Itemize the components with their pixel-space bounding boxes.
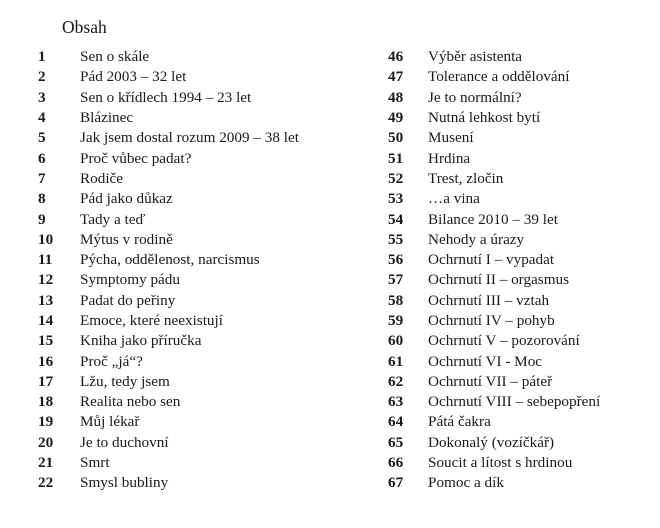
toc-entry <box>388 331 600 351</box>
chapter-number: 4 <box>38 109 46 127</box>
chapter-number: 48 <box>388 88 404 106</box>
chapter-number: 7 <box>38 169 46 187</box>
chapter-title: Kniha jako příručka <box>80 332 202 350</box>
chapter-title: Je to duchovní <box>80 433 169 451</box>
chapter-title: Proč „já“? <box>80 352 143 370</box>
chapter-title: Můj lékař <box>80 413 140 431</box>
chapter-title: Ochrnutí III – vztah <box>428 291 550 309</box>
chapter-title: Pátá čakra <box>428 413 491 431</box>
chapter-number: 2 <box>38 68 46 86</box>
toc-entry <box>38 169 299 189</box>
chapter-title: Realita nebo sen <box>80 393 181 411</box>
chapter-number: 11 <box>38 251 53 269</box>
chapter-title: Musení <box>428 129 474 147</box>
toc-entry <box>38 372 299 392</box>
toc-entry <box>388 209 600 229</box>
toc-entry <box>38 331 299 351</box>
chapter-number: 59 <box>388 312 404 329</box>
chapter-title: Symptomy pádu <box>80 271 180 289</box>
toc-entry <box>388 453 600 473</box>
chapter-number: 20 <box>38 433 54 451</box>
toc-entry <box>388 169 600 189</box>
toc-entry <box>388 412 600 432</box>
chapter-number: 3 <box>38 88 46 106</box>
chapter-number: 14 <box>38 312 54 329</box>
chapter-title: …a vina <box>428 190 480 208</box>
chapter-number: 58 <box>388 291 404 309</box>
chapter-title: Pýcha, oddělenost, narcismus <box>80 251 260 269</box>
toc-entry <box>388 433 600 453</box>
toc-entry <box>388 351 600 371</box>
chapter-title: Je to normální? <box>428 88 522 106</box>
chapter-title: Trest, zločin <box>428 169 504 187</box>
toc-entry <box>38 311 299 331</box>
chapter-number: 46 <box>388 48 404 66</box>
chapter-number: 12 <box>38 271 54 289</box>
toc-entry <box>388 47 600 67</box>
chapter-title: Pád jako důkaz <box>80 190 173 208</box>
toc-entry <box>388 148 600 168</box>
chapter-title: Proč vůbec padat? <box>80 149 192 167</box>
chapter-title: Sen o křídlech 1994 – 23 let <box>80 88 252 106</box>
toc-entry <box>38 230 299 250</box>
chapter-number: 9 <box>38 210 46 228</box>
toc-entry <box>38 392 299 412</box>
toc-entry <box>38 433 299 453</box>
toc-entry <box>38 189 299 209</box>
chapter-title: Dokonalý (vozíčkář) <box>428 433 555 451</box>
chapter-title: Tady a teď <box>80 210 146 228</box>
chapter-title: Ochrnutí II – orgasmus <box>428 271 570 289</box>
chapter-number: 10 <box>38 230 54 248</box>
chapter-number: 22 <box>38 474 54 492</box>
toc-entry <box>388 291 600 311</box>
toc-entry <box>388 230 600 250</box>
toc-entry <box>388 88 600 108</box>
chapter-number: 21 <box>38 454 54 472</box>
chapter-number: 49 <box>388 109 404 127</box>
toc-entry <box>388 270 600 290</box>
chapter-number: 1 <box>38 48 46 66</box>
chapter-title: Ochrnutí VI - Moc <box>428 352 543 370</box>
toc-entry <box>38 412 299 432</box>
chapter-title: Lžu, tedy jsem <box>80 372 170 390</box>
chapter-number: 15 <box>38 332 54 350</box>
toc-entry <box>38 67 299 87</box>
chapter-title: Emoce, které neexistují <box>80 312 223 329</box>
chapter-title: Blázinec <box>80 109 134 127</box>
chapter-number: 66 <box>388 454 404 472</box>
chapter-title: Smrt <box>80 454 110 472</box>
chapter-number: 6 <box>38 149 46 167</box>
chapter-number: 56 <box>388 251 404 269</box>
toc-entry <box>38 473 299 493</box>
chapter-title: Ochrnutí VIII – sebepopření <box>428 393 601 411</box>
chapter-title: Soucit a lítost s hrdinou <box>428 454 573 472</box>
chapter-number: 19 <box>38 413 54 431</box>
toc-entry <box>388 372 600 392</box>
toc-entry <box>388 250 600 270</box>
toc-entry <box>388 473 600 493</box>
toc-column-left <box>38 47 299 494</box>
chapter-title: Tolerance a oddělování <box>428 68 570 86</box>
chapter-title: Bilance 2010 – 39 let <box>428 210 558 228</box>
chapter-title: Pomoc a dík <box>428 474 504 492</box>
toc-entry <box>388 128 600 148</box>
toc-entry <box>38 128 299 148</box>
toc-column-right <box>388 47 600 494</box>
chapter-number: 57 <box>388 271 404 289</box>
toc-entry <box>38 351 299 371</box>
chapter-number: 5 <box>38 129 46 147</box>
toc-entry <box>38 148 299 168</box>
toc-entry <box>38 88 299 108</box>
chapter-number: 18 <box>38 393 54 411</box>
chapter-title: Jak jsem dostal rozum 2009 – 38 let <box>80 129 299 147</box>
toc-entry <box>388 311 600 331</box>
toc-entry <box>388 67 600 87</box>
chapter-number: 64 <box>388 413 404 431</box>
chapter-number: 61 <box>388 352 404 370</box>
chapter-number: 55 <box>388 230 404 248</box>
chapter-number: 13 <box>38 291 54 309</box>
chapter-number: 8 <box>38 190 46 208</box>
chapter-title: Rodiče <box>80 169 124 187</box>
chapter-title: Ochrnutí I – vypadat <box>428 251 555 269</box>
chapter-title: Ochrnutí VII – páteř <box>428 372 553 390</box>
toc-entry <box>388 189 600 209</box>
chapter-title: Výběr asistenta <box>428 48 523 66</box>
chapter-number: 54 <box>388 210 404 228</box>
chapter-title: Ochrnutí V – pozorování <box>428 332 580 350</box>
chapter-number: 50 <box>388 129 404 147</box>
toc-entry <box>38 270 299 290</box>
chapter-title: Padat do peřiny <box>80 291 176 309</box>
page-title: Obsah <box>62 17 107 37</box>
chapter-number: 63 <box>388 393 404 411</box>
chapter-number: 60 <box>388 332 404 350</box>
chapter-title: Pád 2003 – 32 let <box>80 68 187 86</box>
chapter-number: 65 <box>388 433 404 451</box>
chapter-number: 62 <box>388 372 404 390</box>
chapter-number: 53 <box>388 190 404 208</box>
chapter-number: 16 <box>38 352 54 370</box>
chapter-title: Smysl bubliny <box>80 474 169 492</box>
toc-entry <box>38 250 299 270</box>
chapter-number: 52 <box>388 169 404 187</box>
chapter-number: 47 <box>388 68 404 86</box>
toc-entry <box>38 453 299 473</box>
toc-entry <box>38 209 299 229</box>
chapter-title: Sen o skále <box>80 48 150 66</box>
toc-entry <box>38 108 299 128</box>
chapter-title: Nehody a úrazy <box>428 230 525 248</box>
chapter-number: 67 <box>388 474 404 492</box>
chapter-number: 51 <box>388 149 404 167</box>
toc-entry <box>38 47 299 67</box>
toc-entry <box>388 108 600 128</box>
toc-entry <box>38 291 299 311</box>
chapter-title: Hrdina <box>428 149 471 167</box>
chapter-number: 17 <box>38 372 54 390</box>
chapter-title: Ochrnutí IV – pohyb <box>428 312 555 329</box>
toc-entry <box>388 392 600 412</box>
chapter-title: Nutná lehkost bytí <box>428 109 541 127</box>
chapter-title: Mýtus v rodině <box>80 230 173 248</box>
